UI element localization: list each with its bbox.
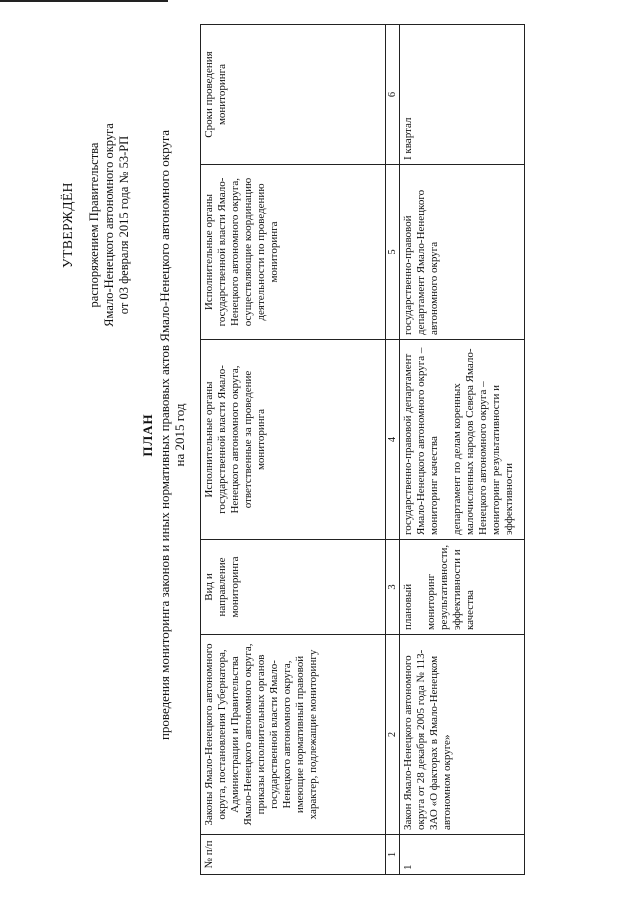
- approval-stamp: [60, 35, 132, 415]
- legal-act-cell: Закон Ямало-Ненецкого автономного округа от 28 декабря 2005 года № 113-ЗАО «О факторах в Ямало-Ненецком автономном округе»: [400, 635, 525, 835]
- responsible-quality: государственно-правовой департамент Ямало-Ненецкого автономного округа – мониторинг качества: [402, 347, 440, 535]
- header-cell: Законы Ямало-Ненецкого автономного округа, постановления Губернатора, Администрации и Правительства Ямало-Ненецкого автономного округа, приказы исполнительных органов государственной власти Ямало-Ненецкого автономного округа, имеющие нормативный правовой характер, подлежащие мониторингу: [201, 635, 386, 835]
- monitoring-table: [200, 24, 525, 875]
- plan-title: ПЛАН: [140, 413, 155, 457]
- approval-line: Ямало-Ненецкого автономного округа: [102, 123, 116, 327]
- column-number: 4: [386, 340, 400, 540]
- approval-line: распоряжением Правительства: [87, 142, 101, 308]
- approval-line: от 03 февраля 2015 года № 53-РП: [117, 135, 131, 315]
- responsible-effectiveness: департамент по делам коренных малочисленных народов Севера Ямало-Ненецкого автономного округа – мониторинг результативности и эффективности: [451, 348, 515, 535]
- header-cell: № п/п: [201, 835, 386, 875]
- column-number: 3: [386, 540, 400, 635]
- table-row: [400, 25, 525, 875]
- monitoring-kind: плановый: [402, 583, 414, 630]
- plan-subtitle: проведения мониторинга законов и иных нормативных правовых актов Ямало-Ненецкого автономного округа: [157, 129, 172, 741]
- monitoring-term-cell: I квартал: [400, 25, 525, 165]
- header-cell: Сроки проведения мониторинга: [201, 25, 386, 165]
- coordinating-body-cell: государственно-правовой департамент Ямало-Ненецкого автономного округа: [400, 165, 525, 340]
- responsible-body-cell: [400, 340, 525, 540]
- header-cell: Исполнительные органы государственной власти Ямало-Ненецкого автономного округа, ответственные за проведение мониторинга: [201, 340, 386, 540]
- column-number-row: [386, 25, 400, 875]
- header-cell: Вид и направление мониторинга: [201, 540, 386, 635]
- column-number: 1: [386, 835, 400, 875]
- monitoring-direction: мониторинг результативности, эффективности и качества: [425, 544, 476, 630]
- plan-subtitle-year: на 2015 год: [172, 403, 187, 467]
- plan-heading: [140, 25, 187, 845]
- row-number: 1: [400, 835, 525, 875]
- column-number: 2: [386, 635, 400, 835]
- header-cell: Исполнительные органы государственной власти Ямало-Ненецкого автономного округа, осуществляющие координацию деятельности по проведению мониторинга: [201, 165, 386, 340]
- approval-title: УТВЕРЖДЁН: [60, 182, 75, 268]
- table-header-row: [201, 25, 386, 875]
- column-number: 5: [386, 165, 400, 340]
- column-number: 6: [386, 25, 400, 165]
- monitoring-type-cell: [400, 540, 525, 635]
